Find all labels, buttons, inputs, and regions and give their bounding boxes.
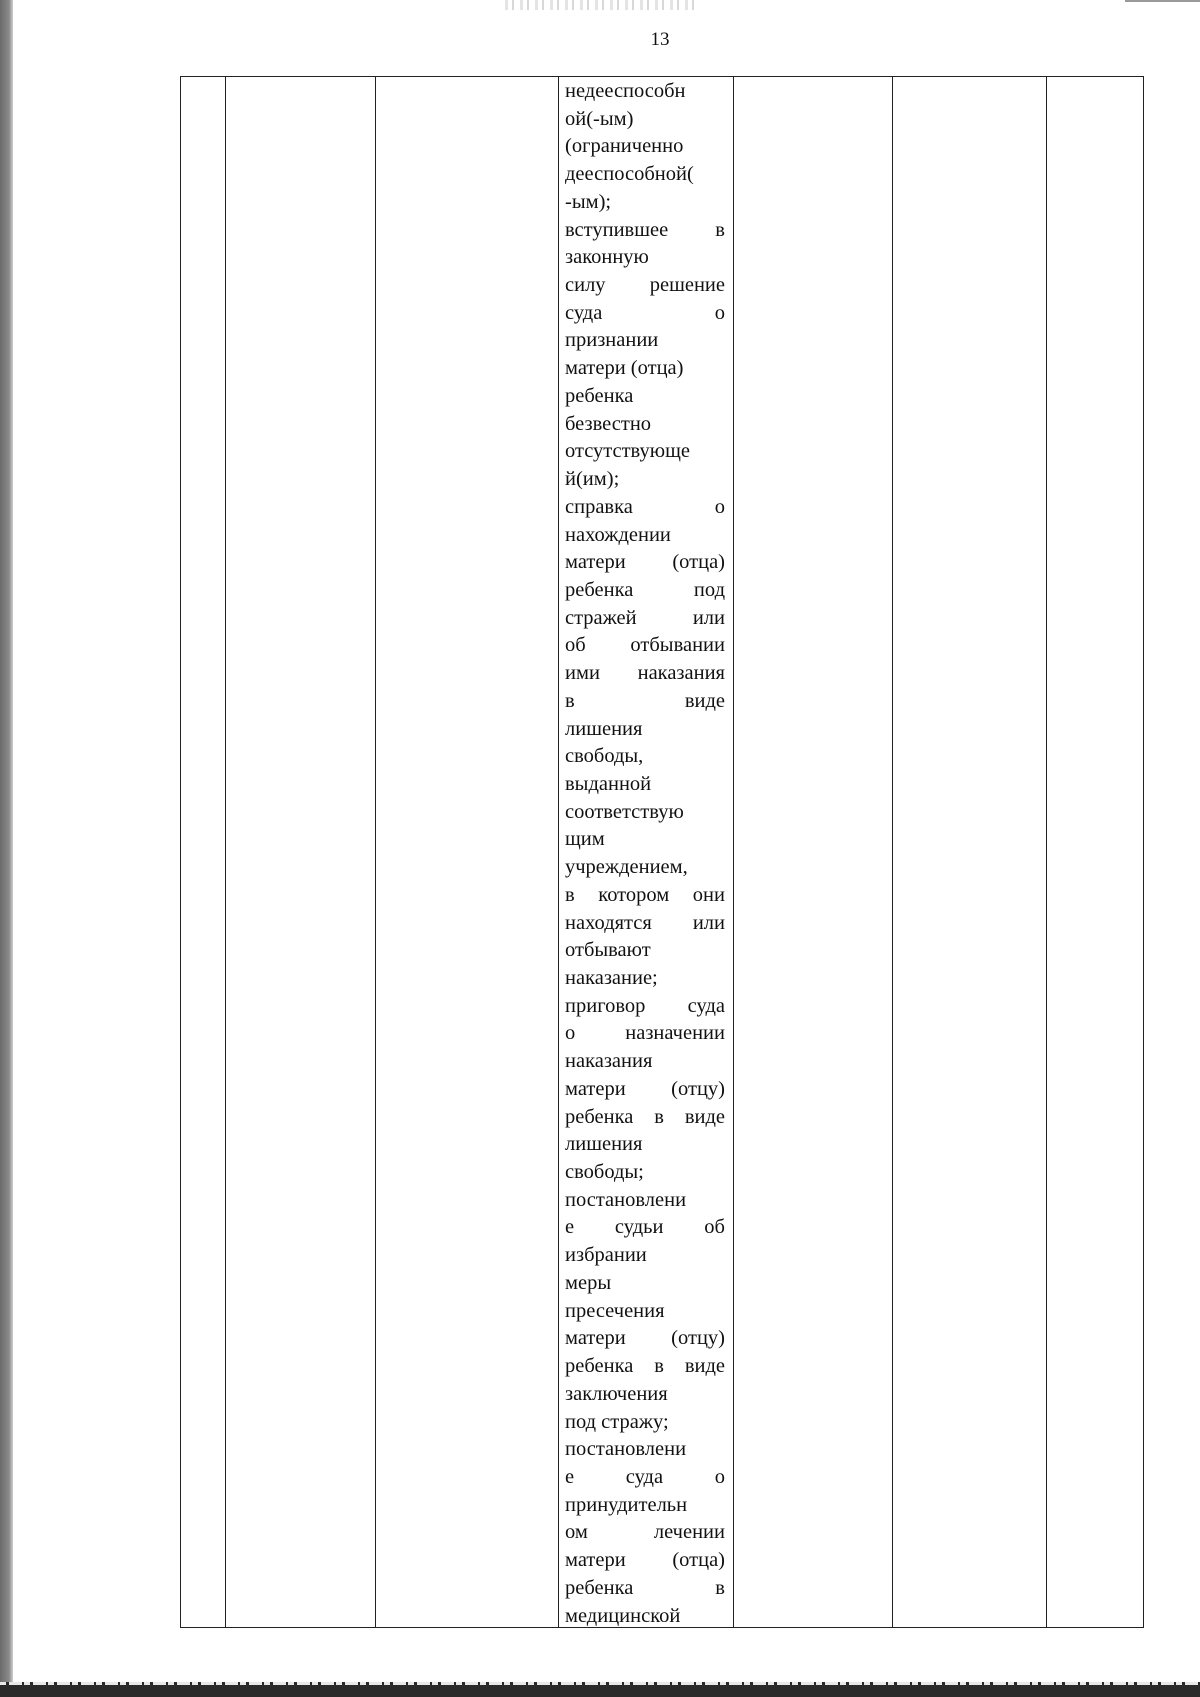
document-text-line: учреждением,: [565, 856, 688, 879]
document-text-line: вступившее в: [565, 218, 725, 241]
document-text-line: наказание;: [565, 967, 658, 989]
scan-left-edge: [0, 0, 13, 1697]
document-text-line: свободы;: [565, 1161, 644, 1184]
document-text-line: избрании: [565, 1244, 647, 1267]
table-column-border: [1143, 76, 1144, 1628]
document-text-line: ом лечении: [565, 1521, 725, 1544]
table-column-border: [1046, 76, 1047, 1628]
document-text-line: дееспособной(: [565, 163, 694, 186]
document-text-line: выданной: [565, 772, 652, 795]
document-text-line: суда о: [565, 301, 725, 324]
scan-top-noise: [505, 0, 700, 10]
document-text-line: лишения: [565, 1133, 643, 1156]
document-text-line: ребенка: [565, 384, 634, 407]
document-text-line: отбывают: [565, 939, 651, 962]
document-text-line: ребенка в: [565, 1576, 725, 1599]
document-text-line: законную: [565, 246, 649, 269]
document-text-line: стражей или: [565, 606, 725, 629]
document-text-line: ребенка в виде: [565, 1355, 725, 1378]
document-text-line: признании: [565, 329, 659, 352]
document-text-line: матери (отцу): [565, 1077, 725, 1100]
document-text-line: заключения: [565, 1382, 668, 1405]
document-text-line: находятся или: [565, 911, 725, 934]
document-text-line: приговор суда: [565, 994, 725, 1017]
document-text-line: щим: [565, 828, 605, 851]
table-column-border: [892, 76, 893, 1628]
document-text-line: об отбывании: [565, 634, 725, 657]
document-text-line: е суда о: [565, 1465, 725, 1488]
document-text-line: ребенка под: [565, 578, 725, 601]
document-text-line: справка о: [565, 495, 725, 518]
document-text-line: постановлени: [565, 1438, 687, 1461]
table-column-border: [225, 76, 226, 1628]
document-text-line: силу решение: [565, 274, 725, 297]
table-column-border: [733, 76, 734, 1628]
document-text-line: ими наказания: [565, 662, 725, 685]
document-text-line: матери (отца): [565, 551, 725, 574]
table-column-border: [375, 76, 376, 1628]
document-text-line: в котором они: [565, 883, 725, 906]
document-table: [180, 76, 1144, 1628]
document-text-line: е судьи об: [565, 1216, 725, 1239]
document-text-line: в виде: [565, 689, 725, 712]
document-text-line: отсутствующе: [565, 440, 690, 463]
document-text-line: матери (отца): [565, 1549, 725, 1572]
scan-bottom-band: [0, 1682, 1200, 1697]
table-column-border: [558, 76, 559, 1628]
page-number: 13: [650, 29, 670, 50]
document-text-line: под стражу;: [565, 1410, 669, 1433]
document-text-line: свободы,: [565, 745, 644, 768]
document-text-line: матери (отца): [565, 357, 684, 380]
document-text-line: принудительн: [565, 1493, 688, 1516]
document-text-line: (ограниченно: [565, 135, 684, 158]
document-text-line: нахождении: [565, 523, 671, 546]
document-text-line: медицинской: [565, 1604, 681, 1627]
required-documents-cell: [565, 78, 725, 1630]
document-text-line: меры: [565, 1271, 612, 1294]
document-text-line: соответствую: [565, 800, 684, 823]
document-text-line: о назначении: [565, 1022, 725, 1045]
document-text-line: лишения: [565, 717, 643, 740]
document-text-line: наказания: [565, 1050, 653, 1073]
document-text-line: матери (отцу): [565, 1327, 725, 1350]
scan-top-right-line: [1125, 0, 1200, 2]
document-text-line: недееспособн: [565, 80, 686, 102]
document-text-line: й(им);: [565, 468, 620, 491]
table-top-border: [180, 76, 1144, 77]
table-column-border: [180, 76, 181, 1628]
document-text-line: пресечения: [565, 1299, 665, 1322]
document-text-line: безвестно: [565, 412, 652, 435]
document-text-line: ой(-ым): [565, 107, 634, 130]
document-text-line: ребенка в виде: [565, 1105, 725, 1128]
document-text-line: постановлени: [565, 1188, 687, 1211]
document-text-line: -ым);: [565, 190, 612, 213]
